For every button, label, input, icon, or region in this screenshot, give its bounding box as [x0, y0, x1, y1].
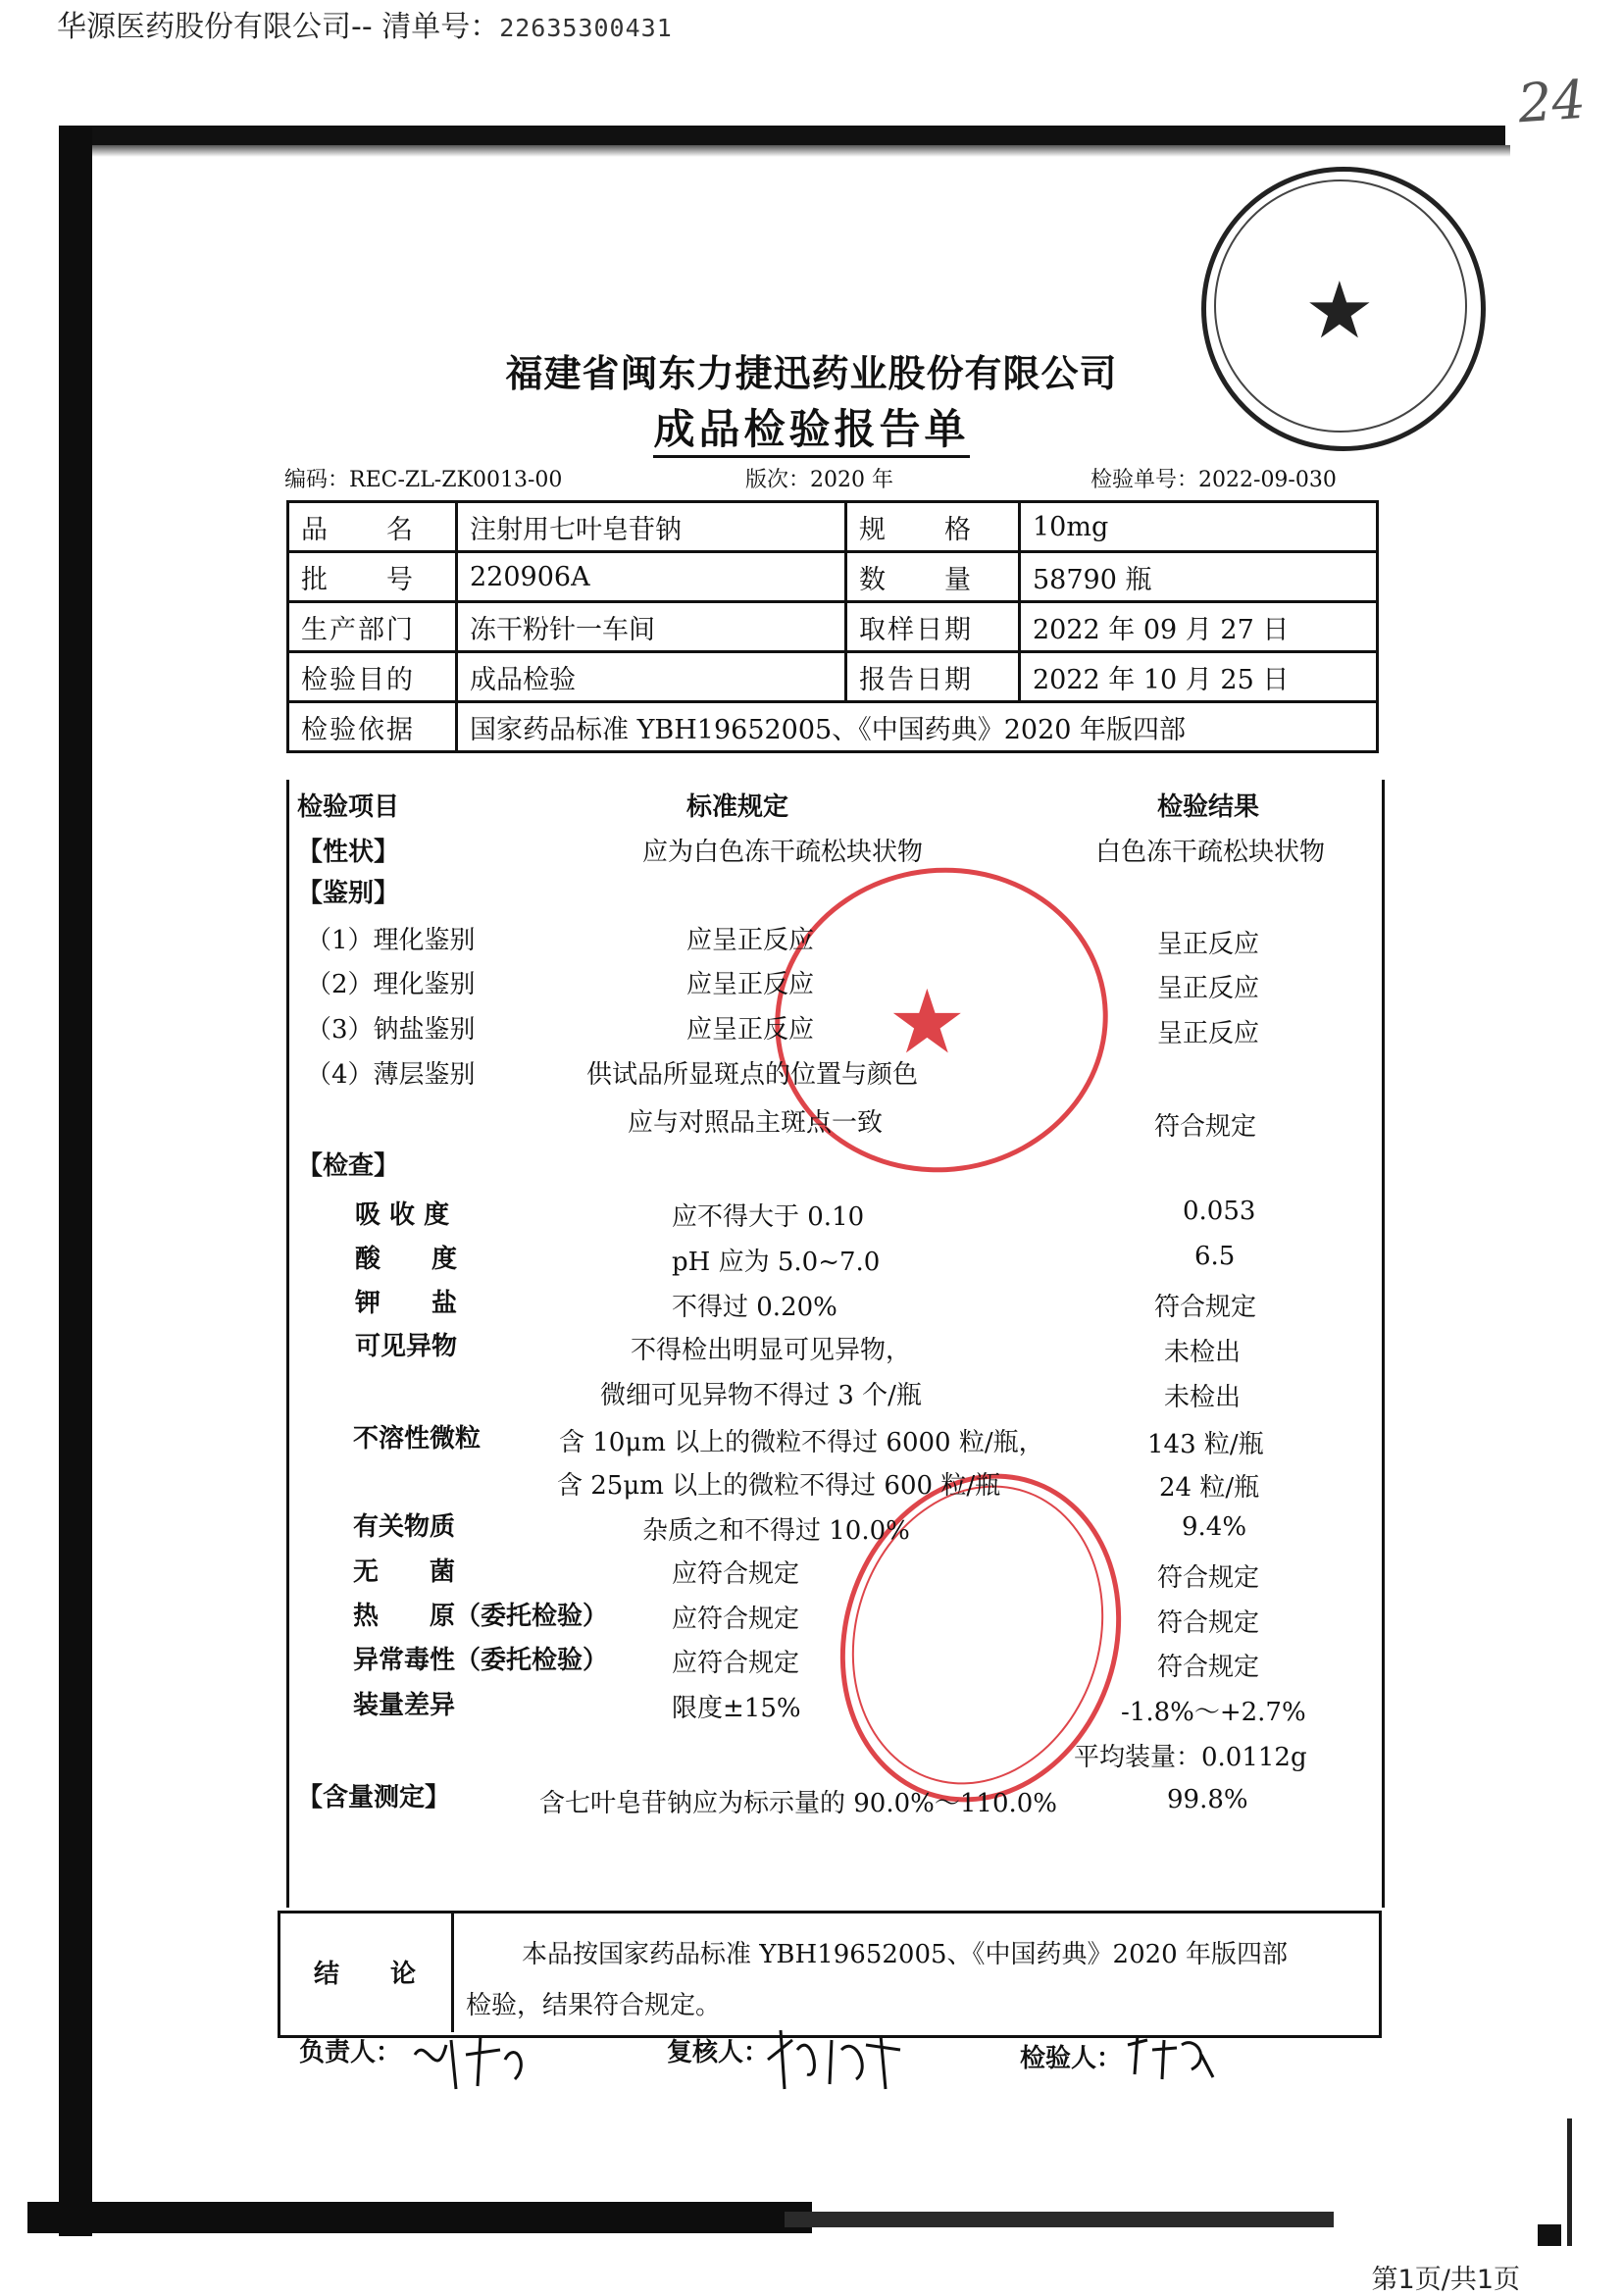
- fill-variation-item: 装量差异: [353, 1691, 456, 1720]
- pyrogen-item: 热 原（委托检验）: [353, 1602, 609, 1631]
- id4-standard-2: 应与对照品主斑点一致: [628, 1108, 884, 1138]
- pyrogen-result: 符合规定: [1157, 1608, 1260, 1638]
- fill-variation-result: -1.8%～+2.7%: [1121, 1698, 1306, 1727]
- report-title-text: 成品检验报告单: [653, 405, 969, 458]
- version-value: 2020 年: [810, 468, 893, 492]
- product-name-value: 注射用七叶皂苷钠: [457, 502, 846, 552]
- page-number: 第1页/共1页: [1371, 2265, 1520, 2295]
- document-header: [57, 2, 673, 45]
- quantity-value: 58790 瓶: [1020, 552, 1378, 602]
- id3-item: （3）钠盐鉴别: [306, 1015, 476, 1045]
- assay-standard: 含七叶皂苷钠应为标示量的 90.0%～110.0%: [539, 1789, 1057, 1818]
- id1-item: （1）理化鉴别: [306, 926, 476, 955]
- potassium-item: 钾 盐: [355, 1289, 458, 1318]
- fill-variation-average: 平均装量：0.0112g: [1074, 1743, 1307, 1772]
- id4-standard: 供试品所显斑点的位置与颜色: [586, 1060, 919, 1090]
- id1-standard: 应呈正反应: [686, 926, 815, 955]
- info-row: [288, 502, 1378, 552]
- col-item-header: 检验项目: [297, 792, 400, 822]
- visible-item: 可见异物: [355, 1332, 458, 1361]
- potassium-standard: 不得过 0.20%: [672, 1293, 837, 1322]
- code-value: REC-ZL-ZK0013-00: [349, 468, 563, 492]
- spec-value: 10mg: [1020, 502, 1378, 552]
- sterility-standard: 应符合规定: [672, 1559, 800, 1589]
- assay-result: 99.8%: [1167, 1785, 1248, 1814]
- col-standard-header: 标准规定: [686, 792, 789, 822]
- visible-result-2: 未检出: [1164, 1383, 1242, 1412]
- product-name-label: 品 名: [288, 502, 457, 552]
- particles-standard: 含 10μm 以上的微粒不得过 6000 粒/瓶，: [559, 1428, 1044, 1457]
- info-row: [288, 702, 1378, 752]
- report-title: [0, 397, 1623, 456]
- version-field: [745, 463, 893, 493]
- particles-result-2: 24 粒/瓶: [1159, 1473, 1260, 1503]
- sampling-date-label: 取样日期: [846, 602, 1020, 652]
- batch-label: 批 号: [288, 552, 457, 602]
- quality-dept-seal-star-icon: ★: [888, 971, 967, 1074]
- code-label: 编码：: [284, 468, 350, 492]
- acidity-result: 6.5: [1194, 1242, 1236, 1271]
- acidity-item: 酸 度: [355, 1245, 458, 1274]
- potassium-result: 符合规定: [1154, 1293, 1257, 1322]
- character-result: 白色冻干疏松块状物: [1095, 838, 1326, 867]
- basis-label: 检验依据: [288, 702, 457, 752]
- quantity-label: 数 量: [846, 552, 1020, 602]
- sterility-item: 无 菌: [353, 1557, 456, 1587]
- conclusion-line-1: 本品按国家药品标准 YBH19652005、《中国药典》2020 年版四部: [522, 1940, 1288, 1969]
- scan-border-right: [1567, 2118, 1572, 2246]
- corner-mark: [1538, 2224, 1561, 2246]
- related-standard: 杂质之和不得过 10.0%: [642, 1516, 910, 1546]
- toxicity-standard: 应符合规定: [672, 1649, 800, 1678]
- sampling-date-value: 2022 年 09 月 27 日: [1020, 602, 1378, 652]
- particles-result: 143 粒/瓶: [1147, 1430, 1264, 1459]
- reviewer-signature: [763, 2020, 910, 2099]
- fill-variation-standard: 限度±15%: [672, 1694, 801, 1723]
- absorbance-result: 0.053: [1183, 1197, 1256, 1226]
- section-assay: 【含量测定】: [297, 1783, 451, 1812]
- company-title: 福建省闽东力捷迅药业股份有限公司: [505, 352, 1118, 395]
- section-identification: 【鉴别】: [297, 879, 400, 908]
- reviewer-label: 复核人：: [667, 2038, 770, 2067]
- batch-value: 220906A: [457, 552, 846, 602]
- info-row: [288, 652, 1378, 702]
- visible-result: 未检出: [1164, 1338, 1242, 1367]
- responsible-signature: [407, 2025, 539, 2099]
- scan-border-bottom: [27, 2202, 812, 2233]
- id1-result: 呈正反应: [1157, 930, 1260, 959]
- toxicity-result: 符合规定: [1157, 1653, 1260, 1682]
- dept-value: 冻干粉针一车间: [457, 602, 846, 652]
- particles-item: 不溶性微粒: [353, 1424, 482, 1454]
- info-row: [288, 552, 1378, 602]
- inspection-no-value: 2022-09-030: [1198, 468, 1337, 492]
- character-standard: 应为白色冻干疏松块状物: [642, 838, 924, 867]
- conclusion-divider: [451, 1911, 454, 2032]
- purpose-label: 检验目的: [288, 652, 457, 702]
- inspector-signature: [1123, 2030, 1221, 2089]
- spec-label: 规 格: [846, 502, 1020, 552]
- particles-standard-2: 含 25μm 以上的微粒不得过 600 粒/瓶: [557, 1471, 1001, 1501]
- scan-border-bottom-2: [785, 2212, 1334, 2227]
- related-result: 9.4%: [1182, 1512, 1247, 1542]
- code-field: [284, 463, 562, 493]
- visible-standard-2: 微细可见异物不得过 3 个/瓶: [600, 1381, 922, 1410]
- report-date-label: 报告日期: [846, 652, 1020, 702]
- info-row: [288, 602, 1378, 652]
- id2-result: 呈正反应: [1157, 974, 1260, 1003]
- inspection-no-label: 检验单号：: [1090, 468, 1199, 492]
- col-result-header: 检验结果: [1157, 792, 1260, 822]
- report-date-value: 2022 年 10 月 25 日: [1020, 652, 1378, 702]
- acidity-standard: pH 应为 5.0~7.0: [672, 1248, 881, 1277]
- id4-result: 符合规定: [1154, 1112, 1257, 1142]
- toxicity-item: 异常毒性（委托检验）: [353, 1646, 609, 1675]
- sterility-result: 符合规定: [1157, 1563, 1260, 1593]
- pyrogen-standard: 应符合规定: [672, 1605, 800, 1634]
- scan-border-top: [59, 126, 1505, 147]
- header-company: 华源医药股份有限公司--: [57, 10, 373, 44]
- basis-value: 国家药品标准 YBH19652005、《中国药典》2020 年版四部: [457, 702, 1378, 752]
- dept-label: 生产部门: [288, 602, 457, 652]
- handwritten-note: 24: [1515, 68, 1588, 135]
- absorbance-item: 吸 收 度: [355, 1200, 450, 1230]
- id2-item: （2）理化鉴别: [306, 970, 476, 999]
- section-inspection: 【检查】: [297, 1151, 400, 1181]
- conclusion-box: [278, 1911, 1382, 2038]
- conclusion-line-2: 检验，结果符合规定。: [466, 1991, 722, 2020]
- conclusion-label: 结 论: [314, 1960, 417, 1989]
- id3-standard: 应呈正反应: [686, 1015, 815, 1045]
- visible-standard: 不得检出明显可见异物，: [631, 1336, 912, 1365]
- responsible-label: 负责人：: [299, 2038, 402, 2067]
- scan-shadow-top: [88, 145, 1510, 157]
- header-list-no: 22635300431: [499, 14, 673, 42]
- inspection-no-field: [1090, 463, 1337, 493]
- absorbance-standard: 应不得大于 0.10: [672, 1202, 865, 1232]
- id3-result: 呈正反应: [1157, 1019, 1260, 1048]
- id2-standard: 应呈正反应: [686, 970, 815, 999]
- info-table: [286, 500, 1379, 753]
- purpose-value: 成品检验: [457, 652, 846, 702]
- inspector-label: 检验人：: [1020, 2044, 1123, 2073]
- inspection-seal-star-icon: ★: [1304, 265, 1375, 356]
- related-item: 有关物质: [353, 1512, 456, 1542]
- id4-item: （4）薄层鉴别: [306, 1060, 476, 1090]
- section-character: 【性状】: [297, 838, 400, 867]
- header-list-label: 清单号：: [381, 10, 500, 44]
- version-label: 版次：: [745, 468, 811, 492]
